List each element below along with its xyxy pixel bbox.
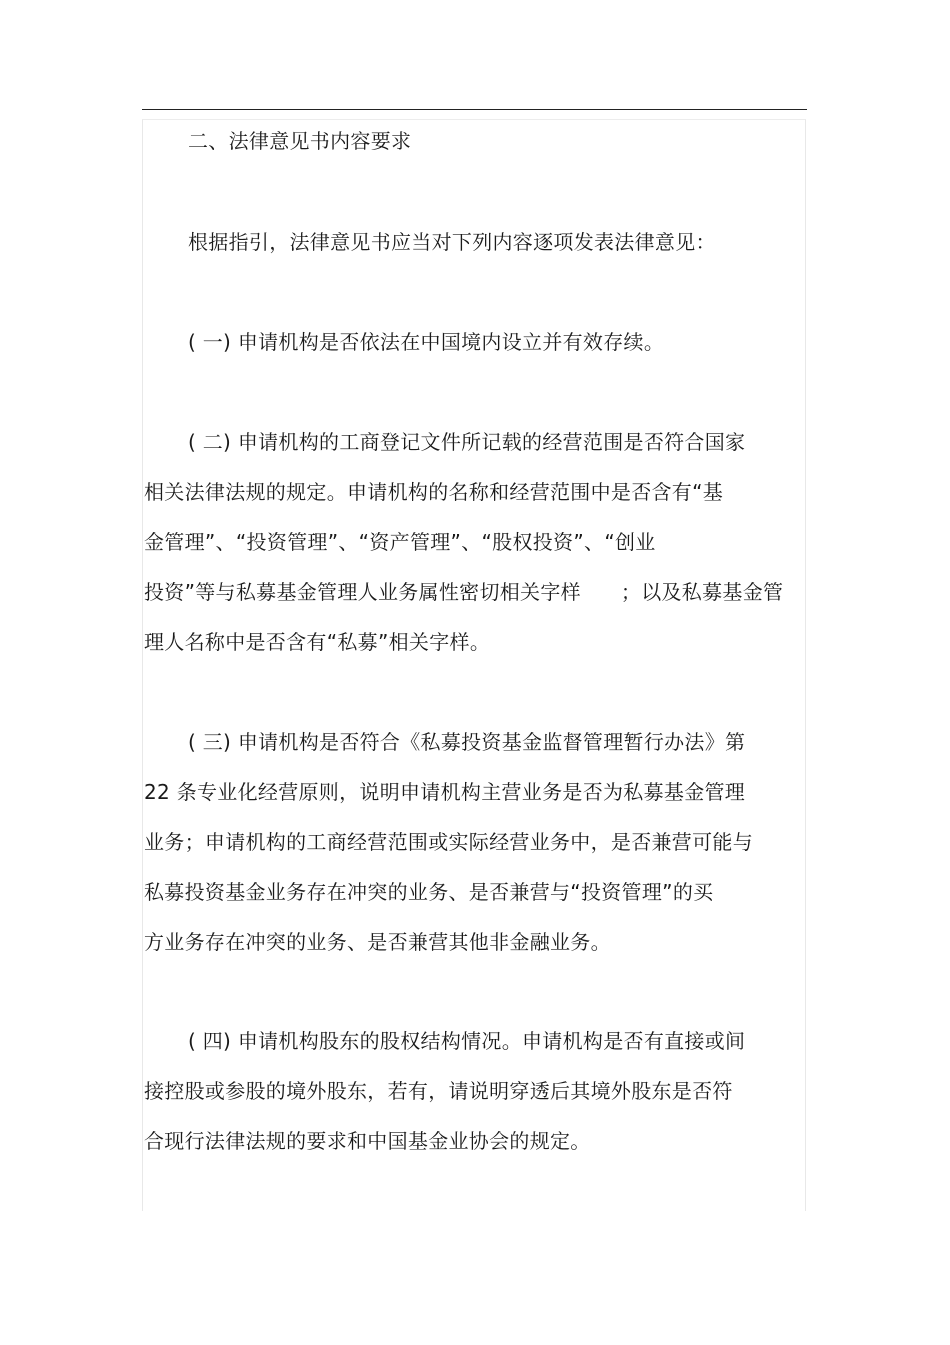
item-4-line-2: 接控股或参股的境外股东，若有，请说明穿透后其境外股东是否符 [144,1079,733,1103]
item-2-line-4: 投资”等与私募基金管理人业务属性密切相关字样 ；以及私募基金管 [144,580,784,604]
item-3-line-1: ( 三) 申请机构是否符合《私募投资基金监督管理暂行办法》第 [188,730,746,754]
item-2-line-2: 相关法律法规的规定。申请机构的名称和经营范围中是否含有“基 [144,480,724,504]
item-2-line-5: 理人名称中是否含有“私募”相关字样。 [144,630,491,654]
item-3-line-5: 方业务存在冲突的业务、是否兼营其他非金融业务。 [144,930,611,954]
item-4-line-1: ( 四) 申请机构股东的股权结构情况。申请机构是否有直接或间 [188,1029,746,1053]
item-3-line-4: 私募投资基金业务存在冲突的业务、是否兼营与“投资管理”的买 [144,880,714,904]
item-4-line-3: 合现行法律法规的要求和中国基金业协会的规定。 [144,1129,591,1153]
item-2-line-1: ( 二) 申请机构的工商登记文件所记载的经营范围是否符合国家 [188,430,746,454]
intro-paragraph: 根据指引，法律意见书应当对下列内容逐项发表法律意见： [188,230,716,254]
item-2-line-3: 金管理”、“投资管理”、“资产管理”、“股权投资”、“创业 [144,530,656,554]
item-3-line-3: 业务；申请机构的工商经营范围或实际经营业务中，是否兼营可能与 [144,830,753,854]
header-rule [142,109,807,110]
item-1-line-1: ( 一) 申请机构是否依法在中国境内设立并有效存续。 [188,330,665,354]
section-title: 二、法律意见书内容要求 [188,129,412,153]
item-3-line-2: 22 条专业化经营原则，说明申请机构主营业务是否为私募基金管理 [144,780,746,804]
